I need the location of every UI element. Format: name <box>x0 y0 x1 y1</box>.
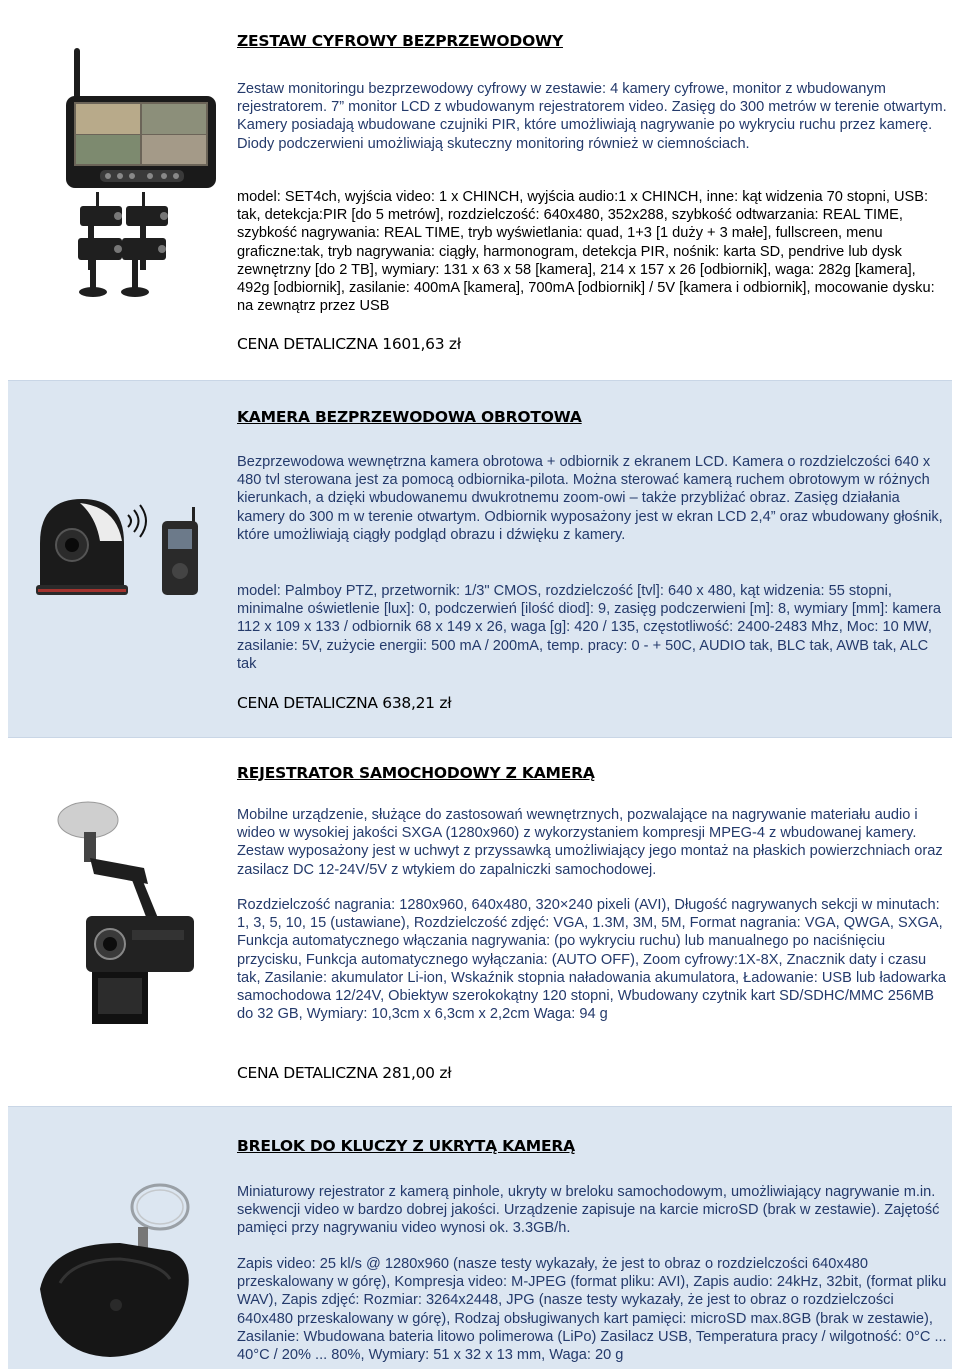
product-description: Zestaw monitoringu bezprzewodowy cyfrowy w zestawie: 4 kamery cyfrowe, monitor z wbudowanym rejestratorem. 7” monitor LCD z wbudowanym rejestratorem video. Zasięg do 300 metrów w terenie otwartym. Kamery posiadają wbudowane czujniki PIR, które umożliwiają nagrywanie po wykryciu ruchu przez kamerę. Diody podczerwieni umożliwiają skuteczny monitoring również w ciemnościach. <box>237 81 947 152</box>
product-specs: model: SET4ch, wyjścia video: 1 x CHINCH, wyjścia audio:1 x CHINCH, inne: kąt widzenia 70 stopni, USB: tak, detekcja:PIR [do 5 metrów], rozdzielczość: 640x480, 352x288, szybkość odtwarzania: REAL TIME, szybkość nagrywania: REAL TIME, tryb wyświetlania: quad, 1+3 [1 duży + 3 małe], fullscreen, menu graficzne:tak, tryb nagrywania: ciągły, harmonogram, detekcja PIR, nośnik: karta SD, pendrive lub dysk zewnętrzny [do 2 TB], wymiary: 131 x 63 x 58 [kamera], 214 x 157 x 26 [odbiornik], waga: 282g [kamera], 492g [odbiornik], zasilanie: 400mA [kamera], 700mA [odbiornik] / 5V [kamera i odbiornik], mocowanie dysku: na zewnątrz przez USB <box>237 189 935 315</box>
product-description: Bezprzewodowa wewnętrzna kamera obrotowa + odbiornik z ekranem LCD. Kamera o rozdzielczości 640 x 480 tvl sterowana jest za pomocą odbiornika-pilota. Można sterować kamerą ruchem obrotowym w różnych kierunkach, a dzięki wbudowanemu dwukrotnemu zoom-owi – także przybliżać obraz. Zasięg działania kamery do 300 m w terenie otwartym. Odbiornik wyposażony jest w ekran LCD 2,4” oraz wbudowany głośnik, które umożliwiają ciągły podgląd obrazu i dźwięku z kamery. <box>237 454 943 543</box>
product-description: Miniaturowy rejestrator z kamerą pinhole, ukryty w breloku samochodowym, umożliwiający nagrywanie m.in. sekwencji video w bardzo dobrej jakości. Urządzenie zapisuje na karcie microSD (brak w zestawie). Zajętość pamięci przy nagrywaniu video wynosi ok. 3.3GB/h. <box>237 1184 940 1237</box>
product-price: CENA DETALICZNA 281,00 zł <box>237 1064 452 1082</box>
wireless-monitor-kit-image <box>60 42 225 304</box>
product-title: KAMERA BEZPRZEWODOWA OBROTOWA <box>237 408 582 426</box>
product-description: Mobilne urządzenie, służące do zastosowań wewnętrznych, pozwalające na nagrywanie materiału audio i wideo w wysokiej jakości SXGA (1280x960) z wykorzystaniem kompresji MPEG-4 z wbudowanej kamery. Zestaw wyposażony jest w uchwyt z przyssawką umożliwiający jego montaż na płaskich powierzchniach oraz zasilacz DC 12-24V/5V z wtykiem do zapalniczki samochodowej. <box>237 807 943 878</box>
product-section-keychain-camera <box>8 1106 952 1369</box>
product-title: REJESTRATOR SAMOCHODOWY Z KAMERĄ <box>237 764 595 782</box>
product-section-rotating-camera <box>8 380 952 738</box>
product-specs: model: Palmboy PTZ, przetwornik: 1/3" CMOS, rozdzielczość [tvl]: 640 x 480, kąt widzenia: 55 stopni, minimalne oświetlenie [lux]: 0, podczerwień [ilość diod]: 9, zasięg podczerwieni [m]: 8, wymiary [mm]: kamera 112 x 109 x 133 / odbiornik 68 x 149 x 26, waga [g]: 420 / 135, częstotliwość: 2400-2483 Mhz, Moc: 10 MW, zasilanie: 5V, zużycie energii: 500 mA / 200mA, temp. pracy: 0 - + 50C, AUDIO tak, BLC tak, AWB tak, ALC tak <box>237 583 942 672</box>
product-title: ZESTAW CYFROWY BEZPRZEWODOWY <box>237 32 563 50</box>
rotating-camera-image <box>30 493 210 601</box>
car-recorder-image <box>40 798 210 1032</box>
product-section-digital-wireless-set <box>0 0 960 378</box>
product-specs: Rozdzielczość nagrania: 1280x960, 640x480, 320×240 pixeli (AVI), Długość nagrywanych sekcji w minutach: 1, 3, 5, 10, 15 (ustawiane), Rozdzielczość zdjęć: VGA, 1.3M, 3M, 5M, Format nagrania: VGA, QWGA, SXGA, Funkcja automatycznego włączania nagrywania: (po wykryciu ruchu) lub manualnego po naciśnięciu przycisku, Funkcja automatycznego wyłączania: (AUTO OFF), Zoom cyfrowy:1X-8X, Znacznik daty i czasu tak, Zasilanie: akumulator Li-ion, Wskaźnik stopnia naładowania akumulatora, Ładowanie: USB lub ładowarka samochodowa 12/24V, Obiektyw szerokokątny 120 stopni, Wbudowany czytnik kart SD/SDHC/MMC 256MB do 32 GB, Wymiary: 10,3cm x 6,3cm x 2,2cm Waga: 94 g <box>237 897 946 1023</box>
product-title: BRELOK DO KLUCZY Z UKRYTĄ KAMERĄ <box>237 1137 575 1155</box>
product-section-car-recorder <box>0 738 960 1104</box>
keychain-camera-image <box>20 1179 220 1369</box>
product-price: CENA DETALICZNA 638,21 zł <box>237 694 452 712</box>
product-price: CENA DETALICZNA 1601,63 zł <box>237 335 461 353</box>
product-specs: Zapis video: 25 kl/s @ 1280x960 (nasze testy wykazały, że jest to obraz o rozdzielczości 640x480 przeskalowany w górę), Kompresja video: M-JPEG (format pliku: AVI), Zapis audio: 24kHz, 32bit, (format pliku WAV), Zapis zdjęć: Rozmiar: 3264x2448, JPG (nasze testy wykazały, że jest to obraz o rozdzielczości 640x480 przeskalowany w górę), Rodzaj obsługiwanych kart pamięci: microSD max.8GB (brak w zestawie), Zasilanie: Wbudowana bateria litowo polimerowa (LiPo) Zasilacz USB, Temperatura pracy / wilgotność: 0°C ... 40°C / 20% ... 80%, Wymiary: 51 x 32 x 13 mm, Waga: 20 g <box>237 1256 947 1364</box>
